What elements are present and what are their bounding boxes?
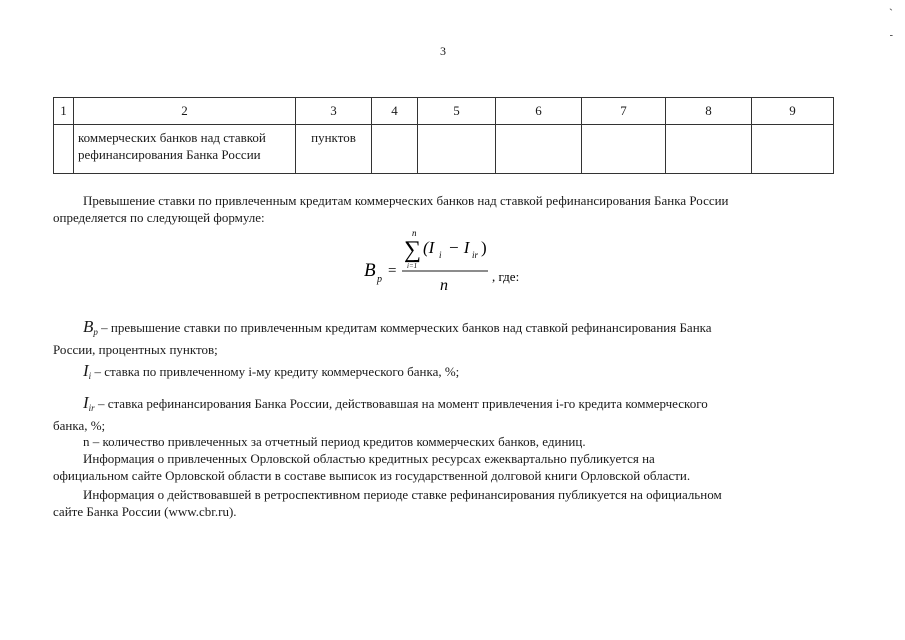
- definition-ii-line: [53, 362, 837, 385]
- table-row: [54, 125, 834, 174]
- symbol-b: B: [83, 317, 94, 336]
- table-header-row: [54, 98, 834, 125]
- table-header-cell: 5: [418, 98, 496, 125]
- info-paragraph-1: [53, 450, 837, 484]
- table-cell: [418, 125, 496, 174]
- intro-line-2: определяется по следующей формуле:: [53, 210, 265, 225]
- table-header-cell: 7: [582, 98, 666, 125]
- table-header-cell: 1: [54, 98, 74, 125]
- table-header-cell: 9: [752, 98, 834, 125]
- info2-line-2: сайте Банка России (www.cbr.ru).: [53, 504, 237, 519]
- table-cell: [496, 125, 582, 174]
- table-header-cell: 6: [496, 98, 582, 125]
- numerator-sub-ir: ir: [472, 250, 479, 260]
- table-cell: [372, 125, 418, 174]
- info1-line-1: Информация о привлеченных Орловской областью кредитных ресурсах ежеквартально публикуется на: [83, 451, 655, 466]
- intro-line-1: Превышение ставки по привлеченным кредитам коммерческих банков над ставкой рефинансирования Банка России: [83, 193, 729, 208]
- data-table: [53, 97, 834, 174]
- page-number: 3: [440, 44, 446, 58]
- symbol-i: I: [83, 361, 89, 380]
- table-header-cell: 3: [296, 98, 372, 125]
- numerator-sub-i: i: [439, 250, 442, 260]
- numerator-open: (I: [423, 238, 435, 257]
- symbol-iir: I: [83, 393, 89, 412]
- table-cell-unit: пунктов: [296, 125, 372, 174]
- indicator-line-2: рефинансирования Банка России: [78, 147, 261, 162]
- definition-bp-line-2: России, процентных пунктов;: [53, 342, 218, 357]
- sum-sign: ∑: [404, 237, 422, 263]
- scan-artifact-dash: -: [889, 30, 893, 41]
- denominator: n: [440, 277, 448, 294]
- definition-bp-line-1: [53, 318, 837, 341]
- symbol-b-sub: p: [93, 327, 98, 337]
- formula-lhs: B: [364, 260, 376, 281]
- scan-artifact-mark: `: [889, 6, 893, 20]
- symbol-i-sub: i: [88, 371, 92, 381]
- table-header-cell: 8: [666, 98, 752, 125]
- definition-ii: [53, 362, 837, 385]
- indicator-line-1: коммерческих банков над ставкой: [78, 130, 266, 145]
- formula-svg: [360, 228, 560, 298]
- sum-lower-limit: i=1: [407, 262, 418, 270]
- info-paragraph-2: [53, 486, 837, 520]
- numerator-minus: − I: [448, 238, 470, 257]
- definition-iir-line-2: банка, %;: [53, 418, 106, 433]
- formula-lhs-sub: p: [377, 274, 382, 285]
- table-cell: [54, 125, 74, 174]
- formula: [360, 228, 560, 298]
- info2-line-1: Информация о действовавшей в ретроспективном периоде ставке рефинансирования публикуется на официальном: [83, 487, 722, 502]
- table-cell: [582, 125, 666, 174]
- intro-paragraph: [53, 192, 837, 226]
- formula-equals: =: [388, 263, 397, 279]
- definition-iir-line-1: [53, 394, 837, 417]
- table-cell-indicator: [74, 125, 296, 174]
- table-header-cell: 4: [372, 98, 418, 125]
- definition-ii-text: – ставка по привлеченному i-му кредиту коммерческого банка, %;: [91, 364, 460, 379]
- info1-line-2: официальном сайте Орловской области в составе выписок из государственной долговой книги Орловской области.: [53, 468, 691, 483]
- definition-iir-text: – ставка рефинансирования Банка России, действовавшая на момент привлечения i-го кредита коммерческого: [94, 396, 708, 411]
- definition-bp: [53, 318, 837, 358]
- symbol-iir-sub: ir: [88, 403, 95, 413]
- table-cell: [666, 125, 752, 174]
- definition-bp-text: – превышение ставки по привлеченным кредитам коммерческих банков над ставкой рефинансирования Банка: [97, 320, 712, 335]
- numerator-close: ): [481, 238, 487, 257]
- table-header-cell: 2: [74, 98, 296, 125]
- formula-where: , где:: [492, 269, 520, 284]
- table-cell: [752, 125, 834, 174]
- definition-iir: [53, 394, 837, 434]
- sum-upper-limit: n: [412, 228, 417, 238]
- definition-n: n – количество привлеченных за отчетный период кредитов коммерческих банков, единиц.: [83, 434, 586, 449]
